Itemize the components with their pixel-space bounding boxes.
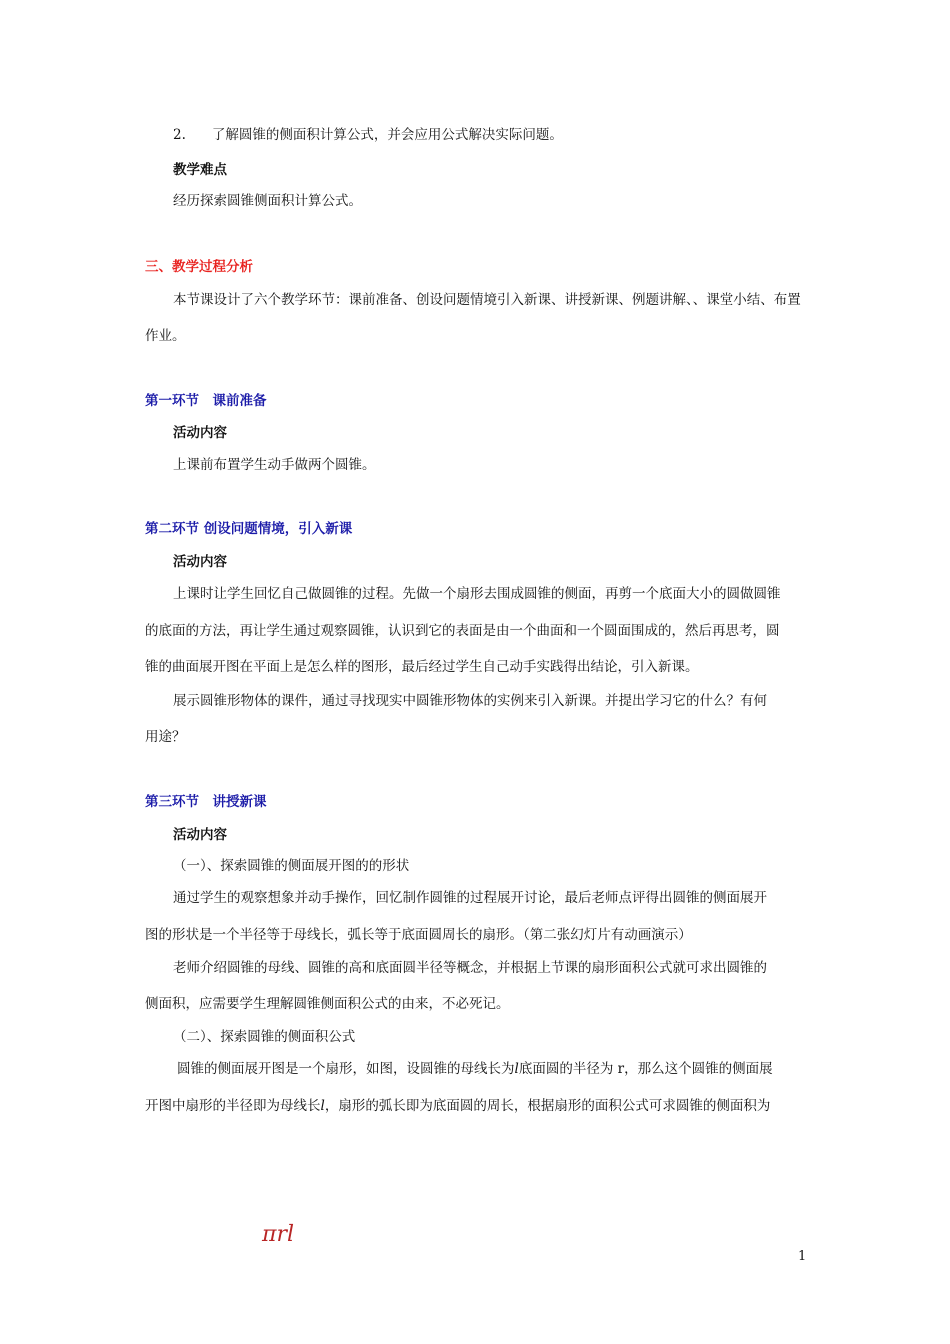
lateral-area-formula: πrl — [262, 1222, 295, 1247]
variable-l: l — [514, 1061, 519, 1077]
list-number: 2. — [173, 127, 186, 143]
text-segment: ，扇形的弧长即为底面圆的周长，根据扇形的面积公式可求圆锥的侧面积为 — [324, 1098, 771, 1114]
stage3-activity-label: 活动内容 — [173, 827, 227, 843]
stage2-paragraph-line2: 的底面的方法，再让学生通过观察圆锥，认识到它的表面是由一个曲面和一个圆面围成的，然后再思考，圆 — [145, 623, 780, 639]
section3-heading: 三、教学过程分析 — [145, 259, 253, 275]
difficulty-text: 经历探索圆锥侧面积计算公式。 — [173, 193, 362, 209]
stage2-paragraph-line1: 上课时让学生回忆自己做圆锥的过程。先做一个扇形去围成圆锥的侧面，再剪一个底面大小的圆做圆锥 — [173, 586, 781, 602]
stage2-paragraph-line5: 用途？ — [145, 729, 186, 745]
stage3-paragraph-line1: 通过学生的观察想象并动手操作，回忆制作圆锥的过程展开讨论，最后老师点评得出圆锥的侧面展开 — [173, 890, 767, 906]
stage2-paragraph-line3: 锥的曲面展开图在平面上是怎么样的图形，最后经过学生自己动手实践得出结论，引入新课。 — [145, 659, 699, 675]
stage3-subheading-2: （二）、探索圆锥的侧面积公式 — [173, 1029, 356, 1045]
difficulty-heading: 教学难点 — [173, 162, 227, 178]
stage3-heading: 第三环节 讲授新课 — [145, 794, 267, 810]
stage3-paragraph-line4: 侧面积，应需要学生理解圆锥侧面积公式的由来，不必死记。 — [145, 996, 510, 1012]
stage3-paragraph-line6 — [145, 1097, 770, 1115]
stage1-text: 上课前布置学生动手做两个圆锥。 — [173, 457, 376, 473]
stage2-heading: 第二环节 创设问题情境，引入新课 — [145, 521, 353, 537]
stage1-heading: 第一环节 课前准备 — [145, 393, 267, 409]
stage3-subheading-1: （一）、探索圆锥的侧面展开图的的形状 — [173, 858, 410, 874]
intro-paragraph-line2: 作业。 — [145, 328, 186, 344]
list-text: 了解圆锥的侧面积计算公式，并会应用公式解决实际问题。 — [211, 127, 563, 143]
stage3-paragraph-line2: 图的形状是一个半径等于母线长，弧长等于底面圆周长的扇形。（第二张幻灯片有动画演示） — [145, 927, 692, 943]
intro-paragraph-line1: 本节课设计了六个教学环节：课前准备、创设问题情境引入新课、讲授新课、例题讲解、、课堂小结、布置 — [173, 292, 801, 308]
stage3-paragraph-line3: 老师介绍圆锥的母线、圆锥的高和底面圆半径等概念，并根据上节课的扇形面积公式就可求出圆锥的 — [173, 960, 767, 976]
stage2-activity-label: 活动内容 — [173, 554, 227, 570]
text-segment: 圆锥的侧面展开图是一个扇形，如图，设圆锥的母线长为 — [177, 1061, 515, 1077]
text-segment: 开图中扇形的半径即为母线长 — [145, 1098, 321, 1114]
list-item-2 — [173, 126, 563, 144]
text-segment: 底面圆的半径为 r，那么这个圆锥的侧面展 — [518, 1061, 773, 1077]
page-number: 1 — [798, 1249, 807, 1264]
stage1-activity-label: 活动内容 — [173, 425, 227, 441]
variable-l: l — [320, 1098, 325, 1114]
stage2-paragraph-line4: 展示圆锥形物体的课件，通过寻找现实中圆锥形物体的实例来引入新课。并提出学习它的什么？有何 — [173, 693, 767, 709]
stage3-paragraph-line5 — [177, 1060, 773, 1078]
